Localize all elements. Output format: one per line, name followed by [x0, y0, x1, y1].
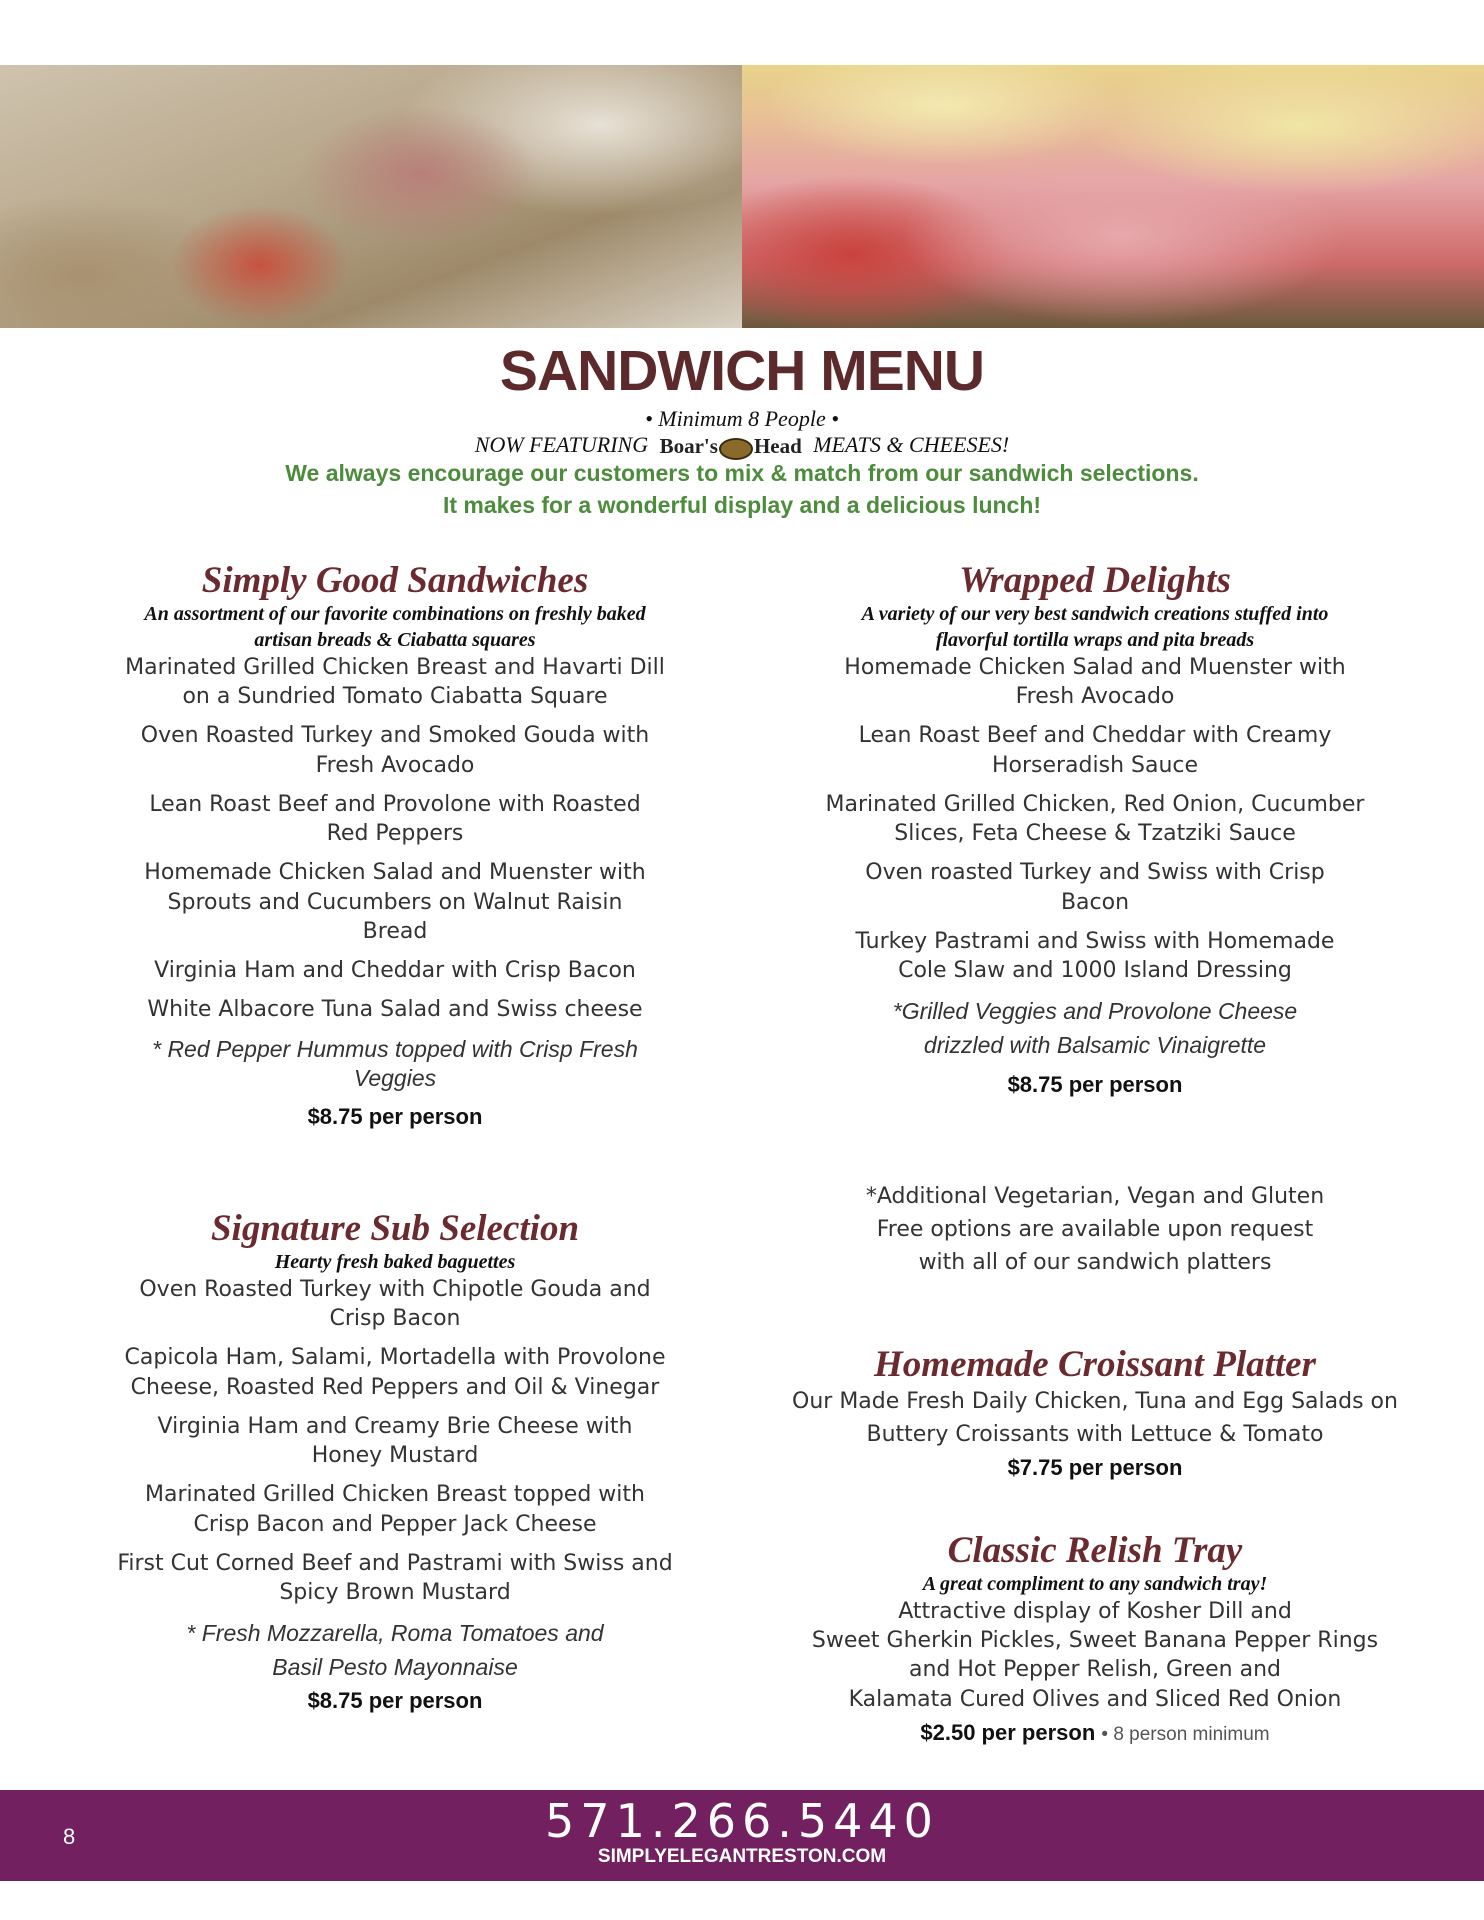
- wrapped-price: $8.75 per person: [1007, 1072, 1183, 1098]
- croissant-description: Our Made Fresh Daily Chicken, Tuna and Egg Salads on Buttery Croissants with Lettuce & Tomato: [792, 1388, 1398, 1447]
- relish-description-1: Attractive display of Kosher Dill and: [898, 1598, 1292, 1624]
- dietary-note: *Additional Vegetarian, Vegan and Gluten Free options are available upon request with all of our sandwich platters: [865, 1184, 1325, 1275]
- dietary-note-block: [775, 1180, 1415, 1279]
- wrapped-subtitle-2: flavorful tortilla wraps and pita breads: [935, 628, 1255, 651]
- simply-good-subtitle-2: artisan breads & Ciabatta squares: [254, 628, 536, 651]
- simply-good-section: [80, 562, 710, 1130]
- veg-item: *Grilled Veggies and Provolone Cheese drizzled with Balsamic Vinaigrette: [892, 998, 1298, 1058]
- boars-head-emblem-icon: [719, 438, 753, 460]
- menu-item: Homemade Chicken Salad and Muenster with Sprouts and Cucumbers on Walnut Raisin Bread: [144, 860, 646, 944]
- wrapped-title: Wrapped Delights: [959, 560, 1231, 601]
- relish-price-line: [775, 1720, 1415, 1746]
- website-link[interactable]: SIMPLYELEGANTRESTON.COM: [597, 1846, 887, 1867]
- menu-item: Lean Roast Beef and Cheddar with Creamy Horseradish Sauce: [858, 723, 1332, 778]
- menu-item: Virginia Ham and Creamy Brie Cheese with Honey Mustard: [157, 1413, 633, 1469]
- header-photos: [0, 65, 1484, 328]
- footer-band: [0, 1790, 1484, 1881]
- relish-title: Classic Relish Tray: [947, 1530, 1243, 1571]
- croissant-title: Homemade Croissant Platter: [874, 1344, 1316, 1385]
- menu-item: First Cut Corned Beef and Pastrami with Swiss and Spicy Brown Mustard: [117, 1550, 673, 1606]
- phone-number[interactable]: 571.266.5440: [545, 1794, 939, 1848]
- menu-item: Capicola Ham, Salami, Mortadella with Provolone Cheese, Roasted Red Peppers and Oil & Vinegar: [124, 1345, 666, 1400]
- menu-item: Lean Roast Beef and Provolone with Roasted Red Peppers: [149, 791, 641, 847]
- menu-item: Oven roasted Turkey and Swiss with Crisp Bacon: [865, 860, 1325, 915]
- simply-good-subtitle-1: An assortment of our favorite combinations on freshly baked: [144, 602, 646, 625]
- relish-price: $2.50 per person: [920, 1719, 1096, 1745]
- featuring-prefix: NOW FEATURING: [474, 432, 649, 457]
- minimum-people: • Minimum 8 People •: [645, 406, 839, 431]
- menu-item: Marinated Grilled Chicken Breast and Havarti Dill on a Sundried Tomato Ciabatta Square: [125, 654, 665, 710]
- wrapped-section: [775, 562, 1415, 1098]
- signature-subtitle: Hearty fresh baked baguettes: [274, 1250, 516, 1273]
- signature-section: [80, 1210, 710, 1714]
- menu-item: Oven Roasted Turkey and Smoked Gouda with Fresh Avocado: [140, 723, 650, 778]
- croissant-price: $7.75 per person: [1007, 1454, 1183, 1480]
- menu-item: Turkey Pastrami and Swiss with Homemade Cole Slaw and 1000 Island Dressing: [855, 928, 1335, 984]
- menu-item: White Albacore Tuna Salad and Swiss cheese: [147, 997, 643, 1023]
- tagline-line-2: It makes for a wonderful display and a delicious lunch!: [442, 492, 1042, 518]
- relish-description-2: Sweet Gherkin Pickles, Sweet Banana Pepper Rings: [811, 1628, 1379, 1654]
- menu-item: Virginia Ham and Cheddar with Crisp Bacon: [154, 958, 636, 984]
- relish-description-3: and Hot Pepper Relish, Green and: [909, 1657, 1281, 1683]
- veg-item: * Red Pepper Hummus topped with Crisp Fresh Veggies: [152, 1035, 638, 1092]
- relish-description-4: Kalamata Cured Olives and Sliced Red Onion: [848, 1686, 1342, 1712]
- deli-meats-photo: [742, 65, 1484, 328]
- menu-item: Oven Roasted Turkey with Chipotle Gouda and Crisp Bacon: [139, 1276, 651, 1332]
- relish-minimum: • 8 person minimum: [1101, 1723, 1270, 1745]
- croissant-section: [775, 1346, 1415, 1481]
- menu-item: Homemade Chicken Salad and Muenster with Fresh Avocado: [844, 654, 1346, 710]
- simply-good-price: $8.75 per person: [307, 1104, 483, 1130]
- simply-good-title: Simply Good Sandwiches: [201, 560, 589, 601]
- sandwich-photo: [0, 65, 742, 328]
- veg-item: * Fresh Mozzarella, Roma Tomatoes and Basil Pesto Mayonnaise: [186, 1620, 604, 1680]
- featuring-suffix: MEATS & CHEESES!: [813, 432, 1010, 457]
- tagline-line-1: We always encourage our customers to mix & match from our sandwich selections.: [285, 460, 1199, 486]
- relish-subtitle: A great compliment to any sandwich tray!: [922, 1572, 1268, 1595]
- featuring-line: [0, 432, 1484, 460]
- page-title: SANDWICH MENU: [499, 339, 985, 403]
- page-number: 8: [63, 1824, 76, 1849]
- menu-item: Marinated Grilled Chicken, Red Onion, Cucumber Slices, Feta Cheese & Tzatziki Sauce: [825, 791, 1365, 847]
- signature-title: Signature Sub Selection: [210, 1208, 580, 1249]
- boars-head-logo: Boar's Head: [659, 434, 802, 459]
- menu-item: Marinated Grilled Chicken Breast topped with Crisp Bacon and Pepper Jack Cheese: [145, 1482, 645, 1537]
- relish-section: [775, 1532, 1415, 1746]
- wrapped-subtitle-1: A variety of our very best sandwich creations stuffed into: [861, 602, 1329, 625]
- signature-price: $8.75 per person: [307, 1688, 483, 1714]
